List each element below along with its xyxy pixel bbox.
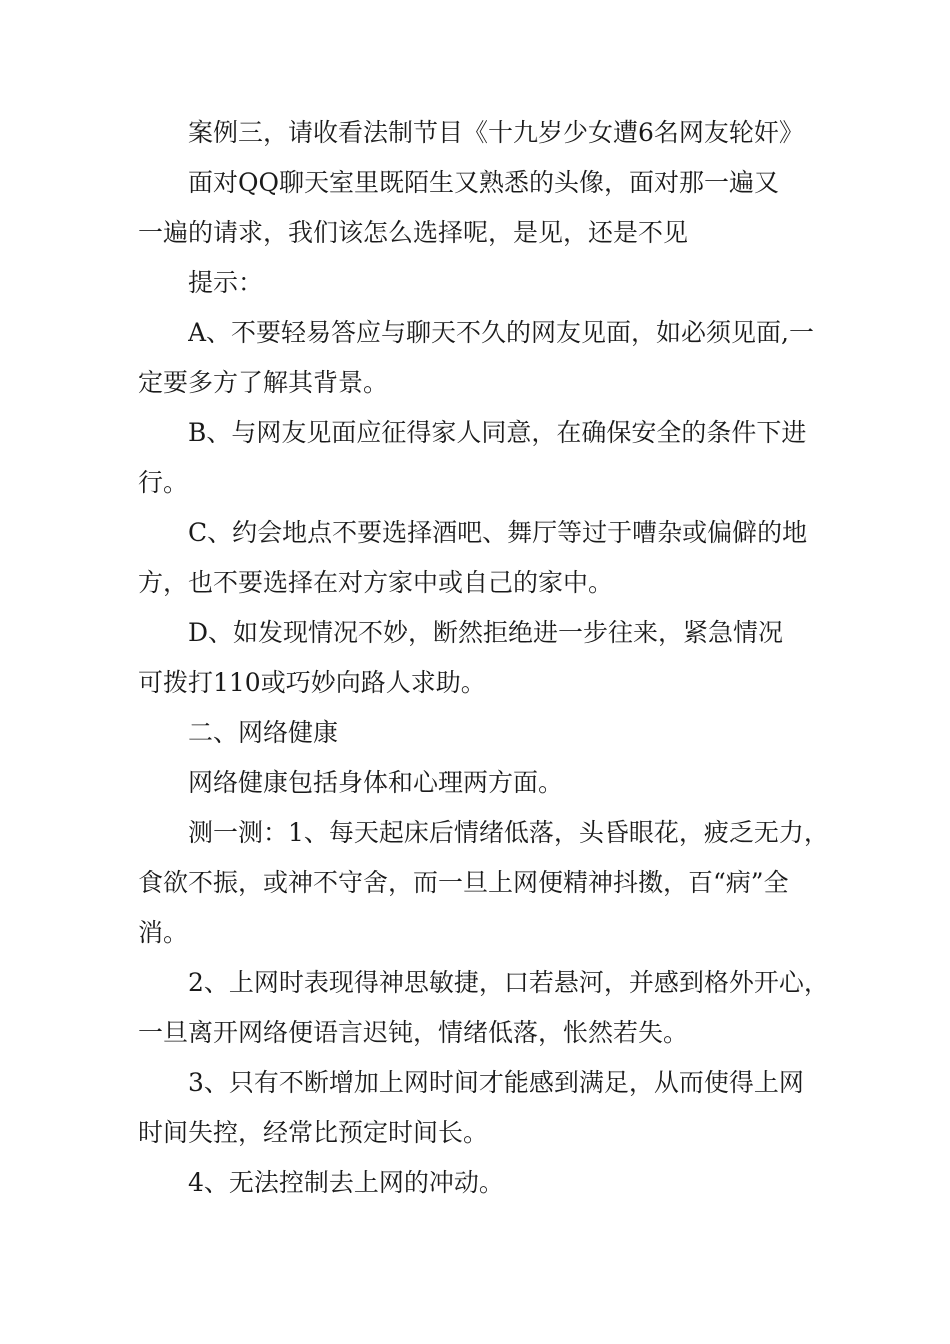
quiz-item-2-line: 2、上网时表现得神思敏捷，口若悬河，并感到格外开心， xyxy=(188,968,829,997)
quiz-item-1-line: 食欲不振，或神不守舍，而一旦上网便精神抖擞，百“病”全 xyxy=(138,868,789,897)
paragraph-line: 一遍的请求，我们该怎么选择呢，是见，还是不见 xyxy=(138,218,689,247)
tip-b-line: B、与网友见面应征得家人同意，在确保安全的条件下进 xyxy=(188,418,807,447)
tip-c-line: 方，也不要选择在对方家中或自己的家中。 xyxy=(138,568,614,597)
paragraph-line: 网络健康包括身体和心理两方面。 xyxy=(188,768,564,797)
tip-a-line: 定要多方了解其背景。 xyxy=(138,368,389,397)
tip-a-line: A、不要轻易答应与聊天不久的网友见面，如必须见面,一 xyxy=(188,318,815,347)
tip-d-line: 可拨打110或巧妙向路人求助。 xyxy=(138,668,486,697)
paragraph-line: 面对QQ聊天室里既陌生又熟悉的头像，面对那一遍又 xyxy=(188,168,779,197)
tip-c-line: C、约会地点不要选择酒吧、舞厅等过于嘈杂或偏僻的地 xyxy=(188,518,808,547)
quiz-item-3-line: 时间失控，经常比预定时间长。 xyxy=(138,1118,489,1147)
quiz-item-3-line: 3、只有不断增加上网时间才能感到满足，从而使得上网 xyxy=(188,1068,804,1097)
tip-d-line: D、如发现情况不妙，断然拒绝进一步往来，紧急情况 xyxy=(188,618,784,647)
quiz-item-2-line: 一旦离开网络便语言迟钝，情绪低落，怅然若失。 xyxy=(138,1018,689,1047)
quiz-item-1-line: 消。 xyxy=(138,918,189,947)
quiz-item-1-line: 测一测：1、每天起床后情绪低落，头昏眼花，疲乏无力， xyxy=(188,818,829,847)
tips-heading: 提示： xyxy=(188,268,264,297)
case-three-line: 案例三，请收看法制节目《十九岁少女遭6名网友轮奸》 xyxy=(188,118,804,147)
section-heading: 二、网络健康 xyxy=(188,718,339,747)
quiz-item-4-line: 4、无法控制去上网的冲动。 xyxy=(188,1168,504,1197)
tip-b-line: 行。 xyxy=(138,468,189,497)
